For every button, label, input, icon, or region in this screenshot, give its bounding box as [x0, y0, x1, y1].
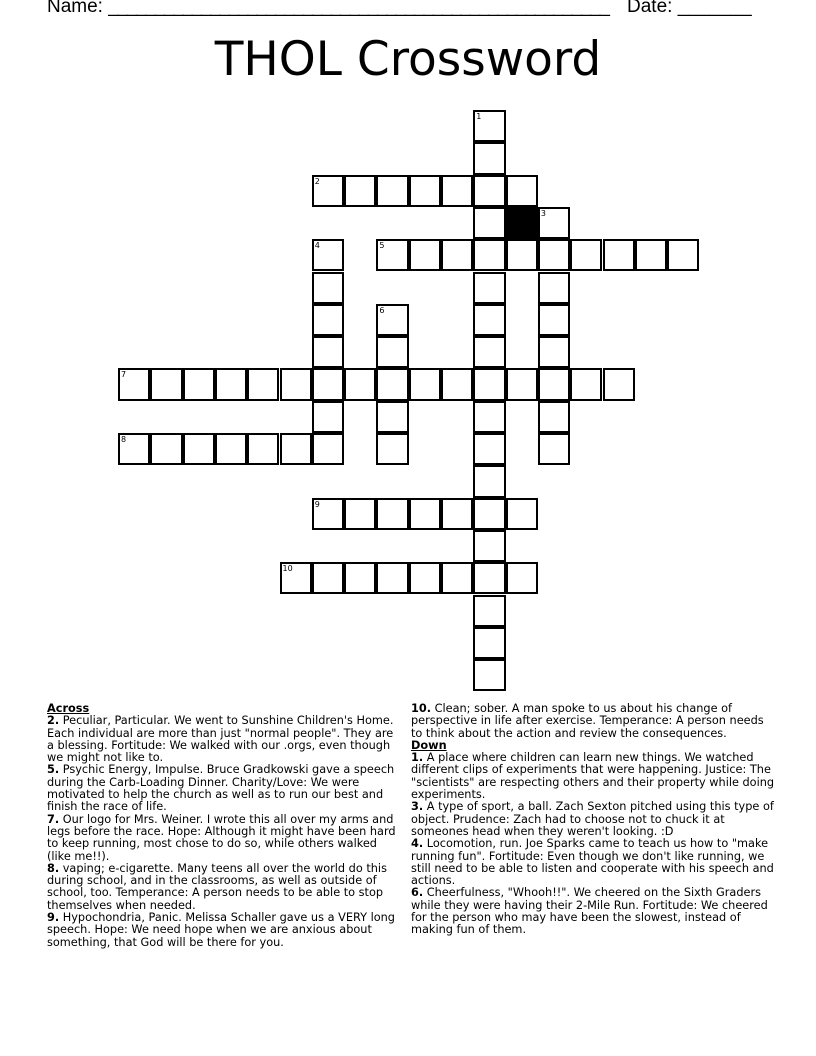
- grid-cell[interactable]: [312, 368, 344, 400]
- grid-cell[interactable]: [473, 207, 505, 239]
- grid-cell[interactable]: [473, 465, 505, 497]
- grid-cell[interactable]: [376, 498, 408, 530]
- grid-cell[interactable]: [183, 368, 215, 400]
- clue-text: Our logo for Mrs. Weiner. I wrote this all over my arms and legs before the race. Hope: Although it might have been hard to keep running, most chose to do so, while others walked (like me!!).: [47, 812, 396, 863]
- grid-cell[interactable]: [312, 498, 344, 530]
- grid-cell[interactable]: [118, 433, 150, 465]
- grid-cell[interactable]: [376, 175, 408, 207]
- date-label: Date:: [627, 0, 678, 17]
- grid-cell[interactable]: [473, 368, 505, 400]
- across-clue: [47, 715, 403, 764]
- grid-cell[interactable]: [280, 562, 312, 594]
- down-clue: [411, 801, 776, 838]
- clue-number: 10: [282, 564, 293, 574]
- across-clue: [411, 703, 776, 740]
- clue-number: 9: [314, 499, 320, 509]
- down-clues-column: [411, 703, 776, 937]
- grid-cell[interactable]: [538, 433, 570, 465]
- grid-cell[interactable]: [344, 562, 376, 594]
- date-line[interactable]: _______: [677, 0, 752, 17]
- grid-cell[interactable]: [376, 239, 408, 271]
- grid-cell[interactable]: [538, 368, 570, 400]
- down-clue: [411, 752, 776, 801]
- clue-number: 6: [379, 305, 385, 315]
- grid-cell[interactable]: [506, 239, 538, 271]
- across-clue: [47, 912, 403, 949]
- clue-number: 4.: [411, 837, 424, 851]
- grid-cell[interactable]: [473, 562, 505, 594]
- grid-cell[interactable]: [376, 401, 408, 433]
- name-line[interactable]: ______________________________________________________: [108, 0, 609, 17]
- down-clue: [411, 838, 776, 887]
- clue-number: 4: [314, 241, 320, 251]
- clue-text: Clean; sober. A man spoke to us about his change of perspective in life after exercise. Temperance: A person needs to think about the action and review the consequences.: [411, 702, 764, 740]
- date-field[interactable]: [627, 0, 752, 18]
- page-title: THOL Crossword: [214, 32, 602, 87]
- grid-cell[interactable]: [409, 175, 441, 207]
- clue-number: 8.: [47, 861, 60, 875]
- across-heading: Across: [47, 702, 90, 715]
- clue-number: 7.: [47, 812, 60, 826]
- grid-cell[interactable]: [473, 595, 505, 627]
- grid-cell[interactable]: [473, 433, 505, 465]
- grid-cell[interactable]: [538, 239, 570, 271]
- clue-text: A place where children can learn new things. We watched different clips of experiments that were happening. Justice: The "scientists" are respecting others and their property while doing experiments.: [411, 751, 775, 802]
- down-heading: Down: [411, 738, 447, 752]
- grid-cell[interactable]: [118, 368, 150, 400]
- grid-cell[interactable]: [473, 498, 505, 530]
- grid-cell[interactable]: [441, 368, 473, 400]
- grid-cell[interactable]: [376, 433, 408, 465]
- grid-cell[interactable]: [215, 433, 247, 465]
- name-label: Name:: [47, 0, 109, 17]
- grid-cell[interactable]: [312, 272, 344, 304]
- grid-cell[interactable]: [183, 433, 215, 465]
- clue-text: Cheerfulness, "Whooh!!". We cheered on the Sixth Graders while they were having their 2-Mile Run. Fortitude: We cheered for the person who may have been the slowest, instead of making fun of them.: [411, 886, 768, 937]
- grid-cell[interactable]: [473, 304, 505, 336]
- clue-number: 5.: [47, 763, 60, 777]
- grid-cell[interactable]: [441, 175, 473, 207]
- grid-cell[interactable]: [312, 304, 344, 336]
- clue-text: Hypochondria, Panic. Melissa Schaller gave us a VERY long speech. Hope: We need hope when we are anxious about something, that God will be there for you.: [47, 911, 395, 949]
- clue-number: 9.: [47, 911, 60, 925]
- grid-cell[interactable]: [570, 368, 602, 400]
- grid-cell[interactable]: [312, 562, 344, 594]
- down-clue: [411, 887, 776, 936]
- grid-cell[interactable]: [538, 304, 570, 336]
- grid-cell[interactable]: [409, 562, 441, 594]
- grid-cell[interactable]: [538, 207, 570, 239]
- grid-cell[interactable]: [506, 562, 538, 594]
- clue-number: 8: [121, 435, 127, 444]
- grid-cell[interactable]: [312, 401, 344, 433]
- grid-cell[interactable]: [441, 562, 473, 594]
- grid-cell[interactable]: [150, 433, 182, 465]
- grid-cell[interactable]: [473, 239, 505, 271]
- grid-cell[interactable]: [409, 498, 441, 530]
- clue-number: 7: [121, 370, 127, 380]
- across-clue: [47, 863, 403, 912]
- grid-cell[interactable]: [312, 175, 344, 207]
- clue-number: 2.: [47, 714, 60, 728]
- grid-cell[interactable]: [150, 368, 182, 400]
- grid-cell[interactable]: [409, 239, 441, 271]
- grid-cell[interactable]: [376, 304, 408, 336]
- grid-cell[interactable]: [312, 239, 344, 271]
- grid-cell[interactable]: [538, 336, 570, 368]
- clue-number: 3.: [411, 800, 424, 814]
- grid-cell[interactable]: [247, 433, 279, 465]
- grid-cell[interactable]: [473, 627, 505, 659]
- clue-number: 2: [314, 176, 320, 186]
- name-field[interactable]: [47, 0, 609, 18]
- grid-cell[interactable]: [538, 401, 570, 433]
- grid-cell[interactable]: [215, 368, 247, 400]
- grid-cell[interactable]: [280, 433, 312, 465]
- grid-cell[interactable]: [473, 142, 505, 174]
- grid-cell[interactable]: [473, 110, 505, 142]
- grid-cell[interactable]: [506, 175, 538, 207]
- clue-text: Peculiar, Particular. We went to Sunshine Children's Home. Each individual are more than just "normal people". They are a blessing. Fortitude: We walked with our .orgs, even though we might not like to.: [47, 714, 394, 765]
- grid-cell[interactable]: [473, 336, 505, 368]
- across-clue: [47, 764, 403, 813]
- grid-cell[interactable]: [344, 368, 376, 400]
- black-cell: [506, 207, 538, 239]
- grid-cell[interactable]: [247, 368, 279, 400]
- grid-cell[interactable]: [473, 175, 505, 207]
- grid-cell[interactable]: [603, 368, 635, 400]
- clue-number: 1: [476, 112, 482, 121]
- grid-cell[interactable]: [344, 498, 376, 530]
- grid-cell[interactable]: [441, 239, 473, 271]
- clue-text: Psychic Energy, Impulse. Bruce Gradkowski gave a speech during the Carb-Loading Dinner. Charity/Love: We were motivated to help the church as well as to run our best and finish the race of life.: [47, 763, 395, 814]
- grid-cell[interactable]: [473, 659, 505, 691]
- grid-cell[interactable]: [376, 562, 408, 594]
- grid-cell[interactable]: [312, 336, 344, 368]
- grid-cell[interactable]: [473, 530, 505, 562]
- grid-cell[interactable]: [667, 239, 699, 271]
- across-clues: [47, 703, 403, 949]
- clue-number: 3: [540, 208, 546, 218]
- grid-cell[interactable]: [603, 239, 635, 271]
- clue-number: 1.: [411, 751, 424, 765]
- grid-cell[interactable]: [280, 368, 312, 400]
- grid-cell[interactable]: [570, 239, 602, 271]
- clue-number: 10.: [411, 702, 432, 715]
- grid-cell[interactable]: [376, 336, 408, 368]
- grid-cell[interactable]: [506, 498, 538, 530]
- clue-text: Locomotion, run. Joe Sparks came to teach us how to "make running fun". Fortitude: Even though we don't like running, we still need to be able to listen and cooperate with his speech and actions.: [411, 837, 774, 888]
- grid-cell[interactable]: [473, 272, 505, 304]
- across-clue: [47, 814, 403, 863]
- grid-cell[interactable]: [409, 368, 441, 400]
- grid-cell[interactable]: [538, 272, 570, 304]
- grid-cell[interactable]: [506, 368, 538, 400]
- grid-cell[interactable]: [376, 368, 408, 400]
- grid-cell[interactable]: [441, 498, 473, 530]
- grid-cell[interactable]: [344, 175, 376, 207]
- clue-number: 6.: [411, 886, 424, 900]
- clue-number: 5: [379, 241, 385, 251]
- grid-cell[interactable]: [635, 239, 667, 271]
- grid-cell[interactable]: [312, 433, 344, 465]
- clue-text: A type of sport, a ball. Zach Sexton pitched using this type of object. Prudence: Zach had to choose not to chuck it at someones head when they weren't looking. :D: [411, 800, 774, 838]
- clue-text: vaping; e-cigarette. Many teens all over the world do this during school, and in the classrooms, as well as outside of school, too. Temperance: A person needs to be able to stop themselves when needed.: [47, 861, 387, 912]
- grid-cell[interactable]: [473, 401, 505, 433]
